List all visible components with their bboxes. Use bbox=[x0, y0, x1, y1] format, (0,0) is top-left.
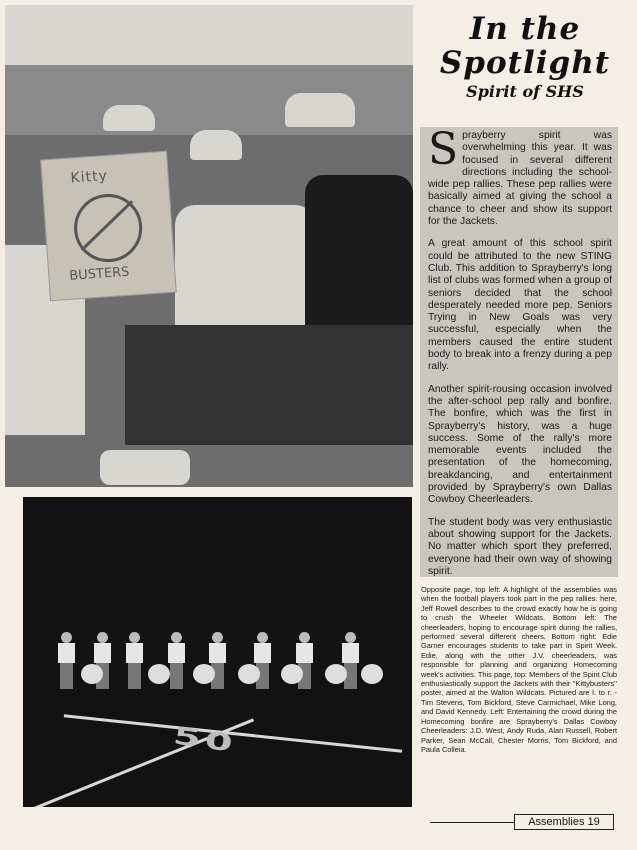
story-paragraph: A great amount of this school spirit could be attributed to the new STING Club. This addition to Sprayberry's long list of clubs was formed when a group of seniors decided that the school desperately needed more pep. Seniors Trying in New Goals was very successful, especially when the members caused the entire student body to break into a frenzy during a pep rally. bbox=[428, 238, 612, 373]
pom-pom bbox=[238, 664, 260, 684]
cheerleader bbox=[55, 632, 77, 690]
poster-circle bbox=[72, 192, 145, 265]
cap-student-right bbox=[285, 93, 355, 127]
drop-cap: S bbox=[428, 124, 459, 175]
student-jacket bbox=[175, 205, 315, 335]
cheerleader bbox=[165, 632, 187, 690]
story-article bbox=[428, 124, 612, 588]
footer-section: Assemblies bbox=[528, 816, 585, 828]
footer-rule bbox=[430, 822, 514, 823]
page-header bbox=[415, 12, 635, 101]
bleachers bbox=[125, 325, 413, 445]
crowd-background bbox=[5, 5, 413, 65]
poster-text-top: Kitty bbox=[70, 167, 109, 187]
cheerleaders-bonfire-photo bbox=[23, 497, 412, 807]
field-number: 50 bbox=[171, 721, 239, 759]
story-text: prayberry spirit was overwhelming this year. It was focused in several different directions including the school-wide pep rallies. These pep rallies were basically aimed at giving the school a chance to cheer and show its support for the Jackets. bbox=[428, 130, 612, 228]
page-title: In the Spotlight bbox=[439, 11, 611, 81]
cheerleader bbox=[123, 632, 145, 690]
pom-pom bbox=[81, 664, 103, 684]
page-subtitle: Spirit of SHS bbox=[466, 82, 584, 101]
pom-pom bbox=[361, 664, 383, 684]
pom-pom bbox=[281, 664, 303, 684]
pom-pom bbox=[325, 664, 347, 684]
story-paragraph: The student body was very enthusiastic about showing support for the Jackets. No matter which sport they preferred, everyone had their own way of showing spirit. bbox=[428, 516, 612, 577]
photo-caption: Opposite page, top left: A highlight of the assemblies was when the football players took part in the pep rallies. here, Jeff Rowell describes to the crowd exactly how he is going to crush the Wheeler Wildcats. Bottom left: The cheerleaders, hoping to encourage spirit during the rallies, performed several different cheers. Bottom right: Edie Garner encourages students to take part in Spirit Week. Edie, along with the other J.V. cheerleaders, was responsible for planning and organizing Homecoming week's activities. This page, top: Members of the Spirit Club enthusiastically support the Jackets with their ''Kittybusters'' poster, aimed at the Walton Wildcats. Pictured are l. to r. - Tim Stevens, Tom Bickford, Steve Carmichael, Mike Long, and David Kennedy. Left: Entertaining the crowd during the Homecoming bonfire are Sprayberry's Dallas Cowboy Cheerleaders: J.D. West, Andy Ruda, Alan Russell, Robert Parker, Sean McCall, Chester Morris, Tom Bickford, and Paula Colleia. bbox=[421, 585, 617, 754]
pom-pom bbox=[193, 664, 215, 684]
footer-page-number: 19 bbox=[587, 816, 600, 828]
pom-pom bbox=[148, 664, 170, 684]
story-paragraph: Another spirit-rousing occasion involved the after-school pep rally and bonfire. The bonfire, which was the first in Sprayberry's history, was a huge success. Some of the rally's more memorable events included the presentation of the homecoming, breakdancing, and entertainment provided by Sprayberry's own Dallas Cowboy Cheerleaders. bbox=[428, 383, 612, 506]
poster-text-bottom: BUSTERS bbox=[68, 264, 130, 284]
story-paragraph bbox=[428, 124, 612, 228]
cap-student-back bbox=[103, 105, 155, 131]
spirit-club-photo bbox=[5, 5, 413, 487]
student-tshirt bbox=[305, 175, 413, 325]
sneakers bbox=[100, 450, 190, 485]
cap-student bbox=[190, 130, 242, 160]
page-footer bbox=[514, 814, 614, 830]
kittybusters-poster bbox=[40, 151, 177, 302]
